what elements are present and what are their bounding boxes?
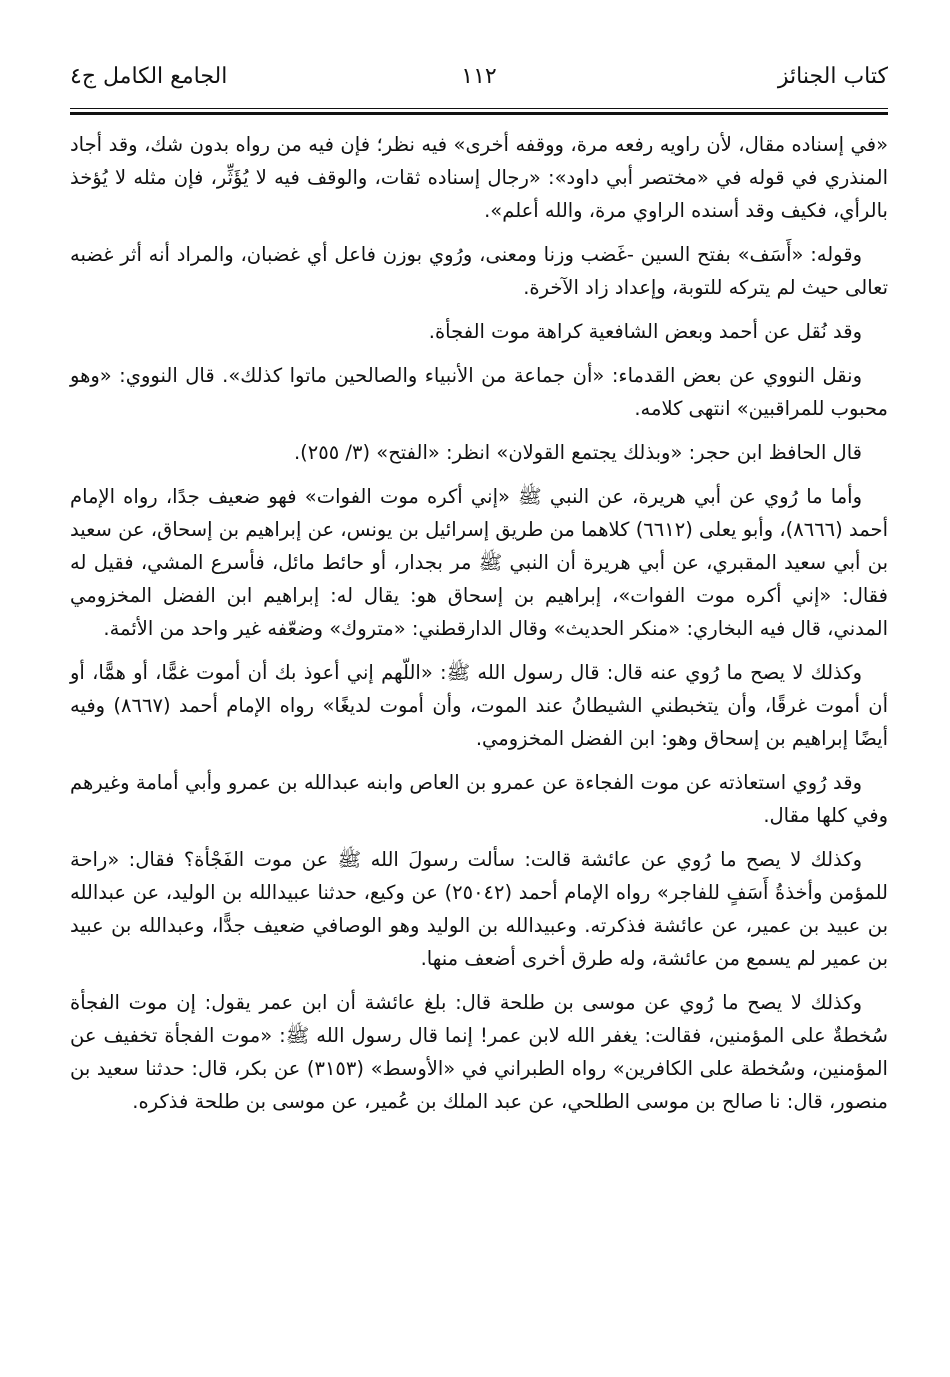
header-rule-thin — [70, 108, 888, 109]
page-body — [70, 128, 888, 1118]
paragraph-9: وكذلك لا يصح ما رُوي عن عائشة قالت: سألت رسولَ الله ﷺ عن موت الفَجْأة؟ فقال: «راحة للمؤمن وأخذةُ أَسَفٍ للفاجر» رواه الإمام أحمد (٢٥٠٤٢) عن وكيع، حدثنا عبيدالله بن الوليد، عن عبدالله بن عبيد بن عمير، عن عائشة فذكرته. وعبيدالله بن الوليد وهو الوصافي ضعيف جدًّا، وعبدالله بن عبيد بن عمير لم يسمع من عائشة، وله طرق أخرى أضعف منها. — [70, 848, 888, 970]
paragraph-5: قال الحافظ ابن حجر: «وبذلك يجتمع القولان» انظر: «الفتح» (٣/ ٢٥٥). — [293, 441, 862, 464]
paragraph-3: وقد نُقل عن أحمد وبعض الشافعية كراهة موت الفجأة. — [428, 320, 862, 343]
chapter-title: كتاب الجنائز — [777, 64, 888, 89]
book-title: الجامع الكامل ج٤ — [70, 64, 228, 89]
paragraph-8: وقد رُوي استعاذته عن موت الفجاءة عن عمرو بن العاص وابنه عبدالله بن عمرو وأبي أمامة وغيرهم وفي كلها مقال. — [70, 771, 888, 827]
paragraph-4: ونقل النووي عن بعض القدماء: «أن جماعة من الأنبياء والصالحين ماتوا كذلك». قال النووي: «وهو محبوب للمراقبين» انتهى كلامه. — [70, 364, 888, 420]
page-header — [70, 0, 888, 120]
paragraph-1: «في إسناده مقال، لأن راويه رفعه مرة، ووقفه أخرى» فيه نظر؛ فإن فيه من رواه بدون شك، وقد أجاد المنذري في قوله في «مختصر أبي داود»: «رجال إسناده ثقات، والوقف فيه لا يُؤَثِّر، فإن مثله لا يُؤخذ بالرأي، فكيف وقد أسنده الراوي مرة، والله أعلم». — [70, 133, 888, 222]
paragraph-6: وأما ما رُوي عن أبي هريرة، عن النبي ﷺ «إني أكره موت الفوات» فهو ضعيف جدًا، رواه الإمام أحمد (٨٦٦٦)، وأبو يعلى (٦٦١٢) كلاهما من طريق إسرائيل بن يونس، عن إبراهيم بن إسحاق، عن سعيد بن أبي سعيد المقبري، عن أبي هريرة أن النبي ﷺ مر بجدار، أو حائط مائل، فأسرع المشي، فقيل له فقال: «إني أكره موت الفوات»، إبراهيم بن إسحاق هو: يقال له: إبراهيم ابن الفضل المخزومي المدني، قال فيه البخاري: «منكر الحديث» وقال الدارقطني: «متروك» وضعّفه غير واحد من الأئمة. — [70, 485, 888, 640]
paragraph-7: وكذلك لا يصح ما رُوي عنه قال: قال رسول الله ﷺ: «اللّهم إني أعوذ بك أن أموت غمًّا، أو همًّا، أو أن أموت غرقًا، وأن يتخبطني الشيطانُ عند الموت، وأن أموت لديغًا» رواه الإمام أحمد (٨٦٦٧) وفيه أيضًا إبراهيم بن إسحاق وهو: ابن الفضل المخزومي. — [70, 661, 888, 750]
page-number: ١١٢ — [461, 64, 497, 89]
paragraph-10: وكذلك لا يصح ما رُوي عن موسى بن طلحة قال: بلغ عائشة أن ابن عمر يقول: إن موت الفجأة سُخطةٌ على المؤمنين، فقالت: يغفر الله لابن عمر! إنما قال رسول الله ﷺ: «موت الفجأة تخفيف عن المؤمنين، وسُخطة على الكافرين» رواه الطبراني في «الأوسط» (٣١٥٣) عن بكر، قال: حدثنا سعيد بن منصور، قال: نا صالح بن موسى الطلحي، عن عبد الملك بن عُمير، عن موسى بن طلحة فذكره. — [70, 991, 888, 1113]
paragraph-2: وقوله: «أَسَف» بفتح السين -غَضب وزنا ومعنى، ورُوي بوزن فاعل أي غضبان، والمراد أنه أثر غضبه تعالى حيث لم يتركه للتوبة، وإعداد زاد الآخرة. — [70, 243, 888, 299]
header-rule-thick — [70, 112, 888, 115]
